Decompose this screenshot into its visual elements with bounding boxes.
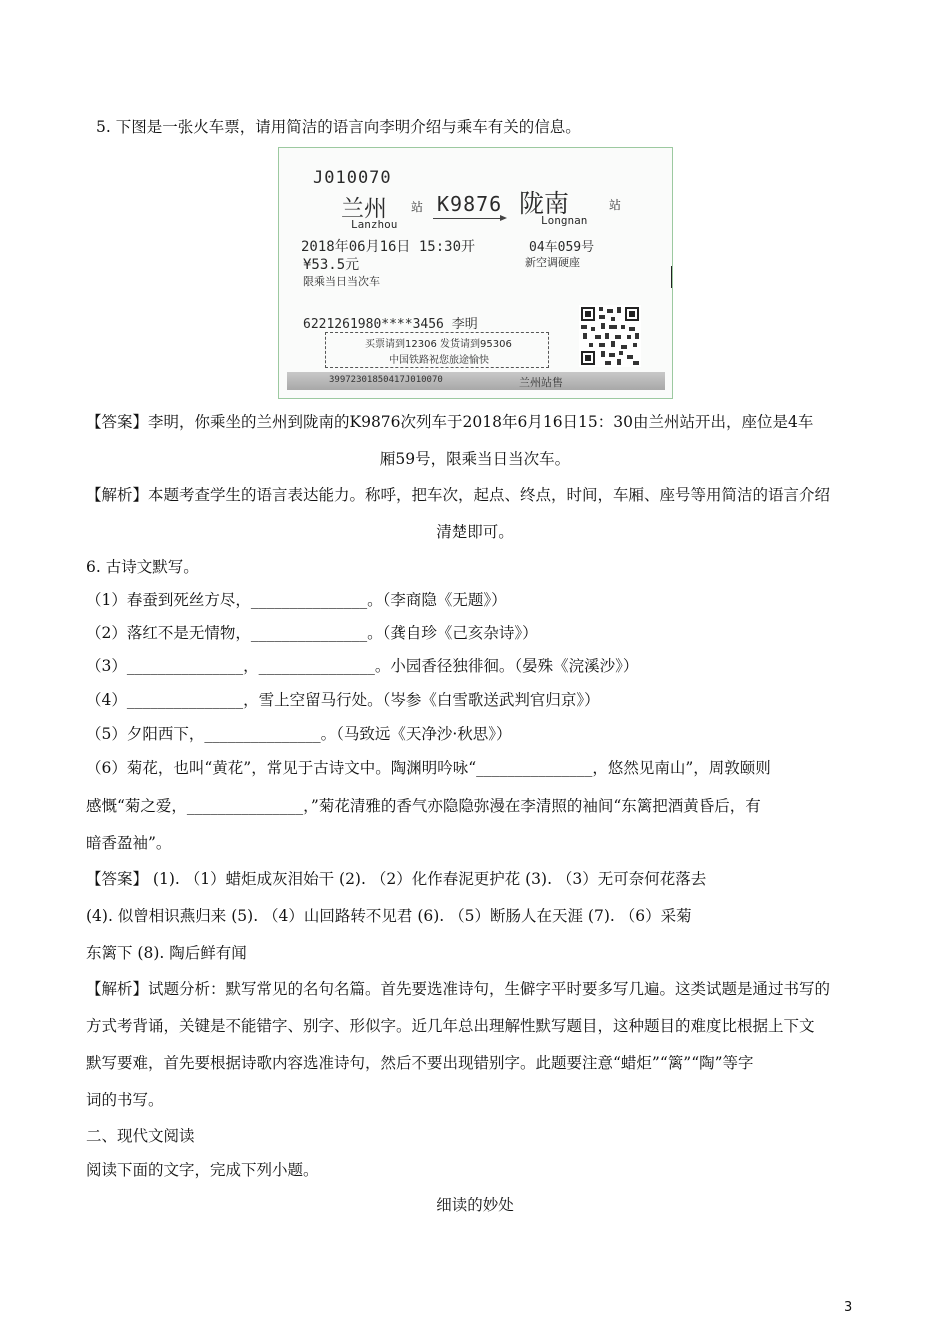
q6-item: （1）春蚕到死丝方尽，_______________。（李商隐《无题》） <box>86 591 507 609</box>
train-ticket-image <box>278 147 673 399</box>
q6-answer-line: 东篱下 (8). 陶后鲜有闻 <box>86 944 247 962</box>
ticket-issuing-station: 兰州站售 <box>519 376 563 389</box>
ticket-notice-line1: 买票请到12306 发货请到95306 <box>365 339 512 350</box>
q6-answer-line: 【答案】 (1). （1）蜡炬成灰泪始干 (2). （2）化作春泥更护花 (3). （3）无可奈何花落去 <box>86 870 707 888</box>
ticket-seat: 04车059号 <box>529 240 595 255</box>
q5-analysis-line1: 【解析】本题考查学生的语言表达能力。称呼，把车次，起点、终点，时间，车厢、座号等用简洁的语言介绍 <box>86 486 831 504</box>
q6-item: （5）夕阳西下，_______________。（马致远《天净沙·秋思》） <box>86 725 512 743</box>
ticket-serial: J010070 <box>313 168 392 188</box>
q5-answer-line2: 厢59号，限乘当日当次车。 <box>379 450 571 468</box>
ticket-to: 陇南 <box>519 189 570 218</box>
ticket-train-number: K9876 <box>437 192 503 216</box>
article-title: 细读的妙处 <box>436 1196 514 1214</box>
q6-item: （3）_______________，_______________。小园香径独徘徊。（晏殊《浣溪沙》） <box>86 657 639 675</box>
ticket-barcode-number: 39972301850417J010070 <box>329 375 443 385</box>
section-intro: 阅读下面的文字，完成下列小题。 <box>86 1161 319 1179</box>
section-heading: 二、现代文阅读 <box>86 1127 195 1145</box>
ticket-from-suffix: 站 <box>411 200 424 214</box>
q6-answer-line: (4). 似曾相识燕归来 (5). （4）山回路转不见君 (6). （5）断肠人在天涯 (7). （6）采菊 <box>86 907 692 925</box>
ticket-from: 兰州 <box>341 196 387 222</box>
ticket-to-suffix: 站 <box>609 198 622 212</box>
ticket-passenger-id: 6221261980****3456 李明 <box>303 317 478 332</box>
ticket-edge-mark <box>671 266 673 288</box>
ticket-limit: 限乘当日当次车 <box>303 275 380 288</box>
q6-item: （2）落红不是无情物，_______________。（龚自珍《己亥杂诗》） <box>86 624 538 642</box>
q5-analysis-line2: 清楚即可。 <box>436 523 514 541</box>
ticket-from-pinyin: Lanzhou <box>351 218 398 231</box>
ticket-price: ¥53.5元 <box>303 257 360 273</box>
ticket-notice-line2: 中国铁路祝您旅途愉快 <box>389 355 489 366</box>
question-5: 5. 下图是一张火车票，请用简洁的语言向李明介绍与乘车有关的信息。 <box>96 118 581 136</box>
ticket-seat-type: 新空调硬座 <box>525 256 580 269</box>
arrow-right-icon <box>433 218 505 219</box>
q6-item: 暗香盈袖”。 <box>86 834 172 852</box>
q6-item: （4）_______________，雪上空留马行处。（岑参《白雪歌送武判官归京》） <box>86 691 600 709</box>
q5-answer-line1: 【答案】李明，你乘坐的兰州到陇南的K9876次列车于2018年6月16日15：30由兰州站开出，座位是4车 <box>86 413 814 431</box>
question-6: 6. 古诗文默写。 <box>86 558 199 576</box>
q6-item: 感慨“菊之爱，_______________，”菊花清雅的香气亦隐隐弥漫在李清照的袖间“东篱把酒黄昏后，有 <box>86 797 761 815</box>
page-number: 3 <box>844 1300 853 1315</box>
ticket-datetime: 2018年06月16日 15:30开 <box>301 239 476 255</box>
q6-analysis-line: 词的书写。 <box>86 1091 164 1109</box>
ticket-to-pinyin: Longnan <box>541 214 588 227</box>
q6-item: （6）菊花，也叫“黄花”，常见于古诗文中。陶渊明吟咏“_______________，悠然见南山”，周敦颐则 <box>86 759 771 777</box>
q6-analysis-line: 默写要难，首先要根据诗歌内容选准诗句，然后不要出现错别字。此题要注意“蜡炬”“篱”“陶”等字 <box>86 1054 754 1072</box>
q6-analysis-line: 【解析】试题分析：默写常见的名句名篇。首先要选准诗句，生僻字平时要多写几遍。这类试题是通过书写的 <box>86 980 831 998</box>
qr-code-icon <box>579 305 641 367</box>
q6-analysis-line: 方式考背诵，关键是不能错字、别字、形似字。近几年总出理解性默写题目，这种题目的难度比根据上下文 <box>86 1017 815 1035</box>
